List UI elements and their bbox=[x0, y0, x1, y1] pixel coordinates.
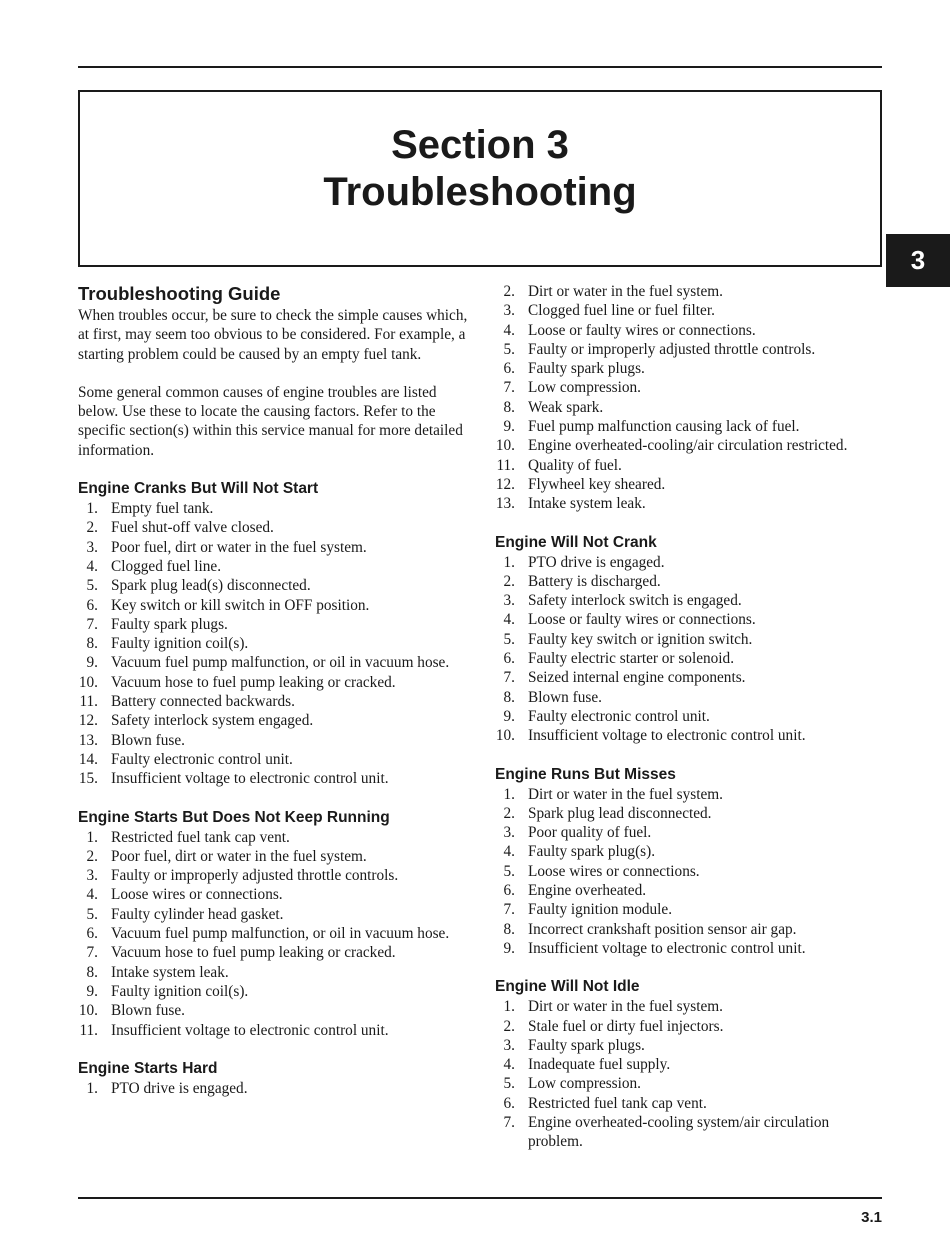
list-item-number: 7. bbox=[503, 669, 515, 687]
list-item-number: 10. bbox=[495, 437, 515, 455]
list-item-number: 3. bbox=[503, 592, 515, 610]
list-item-text: Intake system leak. bbox=[528, 495, 646, 513]
list-item bbox=[495, 1094, 885, 1113]
list-item bbox=[495, 610, 885, 629]
list-item-text: Empty fuel tank. bbox=[111, 500, 214, 518]
list-item-number: 3. bbox=[86, 538, 98, 556]
list-item-number: 5. bbox=[503, 630, 515, 648]
list-item-text: Blown fuse. bbox=[528, 688, 602, 706]
list-item bbox=[495, 1055, 885, 1074]
list-item-text: Faulty spark plugs. bbox=[528, 1036, 645, 1054]
list-item-text: Restricted fuel tank cap vent. bbox=[111, 828, 290, 846]
list-item bbox=[495, 475, 885, 494]
list-item bbox=[495, 340, 885, 359]
list-item-number: 8. bbox=[503, 920, 515, 938]
list-item-text: Faulty ignition coil(s). bbox=[111, 635, 249, 653]
list-item-text: PTO drive is engaged. bbox=[111, 1079, 248, 1097]
section-heading: Engine Runs But Misses bbox=[495, 765, 676, 783]
list-item-number: 1. bbox=[503, 785, 515, 803]
list-item bbox=[495, 939, 885, 958]
list-item-number: 1. bbox=[503, 553, 515, 571]
list-item-number: 12. bbox=[78, 712, 98, 730]
list-item-text: Loose wires or connections. bbox=[111, 886, 283, 904]
list-item bbox=[78, 1001, 473, 1020]
list-item-text: Dirt or water in the fuel system. bbox=[528, 283, 723, 300]
list-item-text: Low compression. bbox=[528, 379, 642, 397]
list-item-text: Faulty ignition coil(s). bbox=[111, 982, 249, 1000]
list-item-number: 9. bbox=[503, 939, 515, 957]
cause-list bbox=[78, 828, 473, 1040]
cause-list bbox=[495, 785, 885, 959]
list-item bbox=[495, 997, 885, 1016]
list-item-text: Faulty or improperly adjusted throttle controls. bbox=[528, 340, 816, 358]
list-item-text: Spark plug lead disconnected. bbox=[528, 804, 712, 822]
list-item-text: Clogged fuel line or fuel filter. bbox=[528, 302, 715, 320]
list-item-text: Battery connected backwards. bbox=[111, 693, 295, 711]
list-item-text: Insufficient voltage to electronic control unit. bbox=[528, 939, 806, 957]
list-item-text: Engine overheated. bbox=[528, 882, 647, 900]
list-item-text: Weak spark. bbox=[528, 398, 604, 416]
section-runs-but-misses bbox=[495, 765, 885, 959]
list-item-text: Loose or faulty wires or connections. bbox=[528, 611, 756, 629]
list-item-text: Low compression. bbox=[528, 1075, 642, 1093]
list-item-text: Flywheel key sheared. bbox=[528, 475, 666, 493]
list-item-number: 5. bbox=[503, 1075, 515, 1093]
list-item-number: 7. bbox=[503, 379, 515, 397]
list-item bbox=[78, 866, 473, 885]
page-number: 3.1 bbox=[861, 1209, 882, 1226]
section-heading: Engine Starts Hard bbox=[78, 1059, 218, 1077]
list-item-text: Quality of fuel. bbox=[528, 456, 622, 474]
list-item-number: 6. bbox=[86, 925, 98, 943]
list-item-text: Safety interlock system engaged. bbox=[111, 712, 314, 730]
list-item-text: Seized internal engine components. bbox=[528, 669, 746, 687]
section-will-not-crank bbox=[495, 533, 885, 746]
list-item-number: 1. bbox=[86, 500, 98, 518]
list-item bbox=[495, 436, 885, 455]
cause-list bbox=[495, 553, 885, 746]
list-item bbox=[495, 494, 885, 513]
list-item-number: 9. bbox=[86, 654, 98, 672]
list-item-text: Incorrect crankshaft position sensor air gap. bbox=[528, 920, 797, 938]
list-item-text: Fuel shut-off valve closed. bbox=[111, 519, 274, 537]
list-item bbox=[495, 823, 885, 842]
list-item-text: Clogged fuel line. bbox=[111, 557, 222, 575]
section-starts-hard-continued bbox=[495, 282, 885, 514]
left-column bbox=[78, 282, 473, 1098]
list-item-number: 3. bbox=[503, 824, 515, 842]
guide-paragraph-1: When troubles occur, be sure to check the simple causes which, at first, may seem too obvious to be considered. For example, a starting problem could be caused by an empty fuel tank. bbox=[78, 307, 468, 363]
guide-paragraph-2: Some general common causes of engine troubles are listed below. Use these to locate the causing factors. Refer to the specific section(s) within this service manual for more detailed information. bbox=[78, 383, 463, 459]
top-rule bbox=[78, 66, 882, 68]
list-item bbox=[78, 596, 473, 615]
list-item-text: Safety interlock switch is engaged. bbox=[528, 592, 742, 610]
list-item bbox=[495, 1017, 885, 1036]
list-item-number: 10. bbox=[78, 1002, 98, 1020]
list-item bbox=[78, 692, 473, 711]
list-item-text: Poor quality of fuel. bbox=[528, 824, 652, 842]
list-item-text: Faulty or improperly adjusted throttle controls. bbox=[111, 867, 399, 885]
list-item-number: 8. bbox=[86, 635, 98, 653]
list-item bbox=[495, 881, 885, 900]
list-item bbox=[78, 963, 473, 982]
list-item-text: Faulty key switch or ignition switch. bbox=[528, 630, 753, 648]
list-item-text: Insufficient voltage to electronic control unit. bbox=[111, 770, 389, 788]
right-column bbox=[495, 282, 885, 1152]
list-item-text: Faulty electric starter or solenoid. bbox=[528, 650, 735, 668]
list-item-number: 7. bbox=[86, 944, 98, 962]
list-item-number: 11. bbox=[496, 456, 515, 474]
list-item bbox=[495, 321, 885, 340]
list-item-number: 4. bbox=[86, 886, 98, 904]
list-item-number: 2. bbox=[503, 1017, 515, 1035]
list-item bbox=[495, 282, 885, 301]
list-item-number: 4. bbox=[86, 557, 98, 575]
list-item bbox=[78, 943, 473, 962]
list-item bbox=[78, 673, 473, 692]
list-item-text: Vacuum fuel pump malfunction, or oil in vacuum hose. bbox=[111, 925, 450, 943]
list-item-number: 14. bbox=[78, 750, 98, 768]
list-item-text: Stale fuel or dirty fuel injectors. bbox=[528, 1017, 724, 1035]
list-item-text: Vacuum hose to fuel pump leaking or cracked. bbox=[111, 944, 396, 962]
list-item-number: 3. bbox=[86, 867, 98, 885]
list-item-number: 2. bbox=[503, 283, 515, 300]
list-item-text: Intake system leak. bbox=[111, 963, 229, 981]
list-item bbox=[78, 518, 473, 537]
list-item bbox=[495, 301, 885, 320]
list-item-text: Engine overheated-cooling system/air circulation problem. bbox=[528, 1113, 830, 1151]
list-item-number: 13. bbox=[495, 495, 515, 513]
list-item-number: 6. bbox=[503, 650, 515, 668]
list-item-text: Engine overheated-cooling/air circulation restricted. bbox=[528, 437, 848, 455]
bottom-rule bbox=[78, 1197, 882, 1199]
list-item-text: Key switch or kill switch in OFF position. bbox=[111, 596, 370, 614]
list-item-number: 4. bbox=[503, 843, 515, 861]
list-item-text: Faulty ignition module. bbox=[528, 901, 673, 919]
list-item bbox=[495, 572, 885, 591]
list-item-number: 1. bbox=[86, 828, 98, 846]
list-item bbox=[495, 785, 885, 804]
list-item-number: 4. bbox=[503, 321, 515, 339]
list-item bbox=[495, 726, 885, 745]
list-item-number: 11. bbox=[79, 693, 98, 711]
list-item-number: 9. bbox=[86, 982, 98, 1000]
list-item-number: 4. bbox=[503, 1056, 515, 1074]
list-item bbox=[78, 711, 473, 730]
list-item-number: 10. bbox=[495, 727, 515, 745]
list-item-text: Insufficient voltage to electronic control unit. bbox=[111, 1021, 389, 1039]
section-heading: Engine Cranks But Will Not Start bbox=[78, 480, 319, 498]
list-item-number: 2. bbox=[86, 519, 98, 537]
section-starts-hard bbox=[78, 1059, 473, 1098]
list-item bbox=[78, 576, 473, 595]
list-item bbox=[495, 920, 885, 939]
guide-heading: Troubleshooting Guide bbox=[78, 283, 281, 304]
list-item-number: 10. bbox=[78, 673, 98, 691]
section-title-box bbox=[78, 90, 882, 267]
section-title: Troubleshooting bbox=[323, 170, 637, 214]
list-item-number: 2. bbox=[503, 804, 515, 822]
list-item bbox=[78, 499, 473, 518]
list-item-number: 2. bbox=[86, 847, 98, 865]
list-item-number: 2. bbox=[503, 572, 515, 590]
list-item bbox=[78, 1079, 473, 1098]
list-item-text: Blown fuse. bbox=[111, 731, 185, 749]
list-item-text: Fuel pump malfunction causing lack of fuel. bbox=[528, 418, 800, 436]
list-item bbox=[495, 630, 885, 649]
section-label: Section 3 bbox=[391, 123, 569, 167]
list-item-text: Restricted fuel tank cap vent. bbox=[528, 1094, 707, 1112]
list-item-number: 13. bbox=[78, 731, 98, 749]
cause-list bbox=[78, 1079, 473, 1098]
list-item-text: Poor fuel, dirt or water in the fuel system. bbox=[111, 538, 367, 556]
list-item-number: 1. bbox=[86, 1079, 98, 1097]
list-item-text: Faulty spark plugs. bbox=[528, 360, 645, 378]
list-item bbox=[78, 750, 473, 769]
list-item-text: PTO drive is engaged. bbox=[528, 553, 665, 571]
list-item bbox=[78, 769, 473, 788]
list-item bbox=[495, 417, 885, 436]
list-item-number: 3. bbox=[503, 302, 515, 320]
list-item bbox=[78, 538, 473, 557]
section-heading: Engine Will Not Crank bbox=[495, 533, 657, 551]
section-starts-no-keep-running bbox=[78, 808, 473, 1040]
list-item-text: Spark plug lead(s) disconnected. bbox=[111, 577, 311, 595]
list-item-text: Loose or faulty wires or connections. bbox=[528, 321, 756, 339]
list-item bbox=[495, 1036, 885, 1055]
list-item-text: Poor fuel, dirt or water in the fuel system. bbox=[111, 847, 367, 865]
list-item-text: Faulty spark plugs. bbox=[111, 615, 228, 633]
list-item bbox=[495, 862, 885, 881]
list-item-number: 7. bbox=[503, 901, 515, 919]
list-item bbox=[78, 634, 473, 653]
list-item bbox=[78, 1021, 473, 1040]
list-item-text: Loose wires or connections. bbox=[528, 862, 700, 880]
list-item bbox=[78, 924, 473, 943]
list-item bbox=[495, 553, 885, 572]
list-item-text: Vacuum fuel pump malfunction, or oil in vacuum hose. bbox=[111, 654, 450, 672]
list-item-text: Faulty cylinder head gasket. bbox=[111, 905, 284, 923]
list-item-number: 5. bbox=[503, 340, 515, 358]
section-cranks-no-start bbox=[78, 479, 473, 788]
list-item bbox=[495, 591, 885, 610]
list-item-number: 8. bbox=[86, 963, 98, 981]
list-item-text: Battery is discharged. bbox=[528, 572, 661, 590]
section-tab: 3 bbox=[886, 234, 950, 287]
list-item bbox=[78, 828, 473, 847]
list-item-number: 8. bbox=[503, 398, 515, 416]
list-item-number: 7. bbox=[86, 615, 98, 633]
list-item-text: Insufficient voltage to electronic control unit. bbox=[528, 727, 806, 745]
cause-list bbox=[78, 499, 473, 788]
section-will-not-idle bbox=[495, 977, 885, 1151]
cause-list bbox=[495, 282, 885, 514]
list-item bbox=[495, 398, 885, 417]
list-item-number: 1. bbox=[503, 998, 515, 1016]
list-item bbox=[495, 378, 885, 397]
list-item bbox=[78, 982, 473, 1001]
list-item-number: 6. bbox=[503, 1094, 515, 1112]
list-item-number: 8. bbox=[503, 688, 515, 706]
list-item-number: 9. bbox=[503, 707, 515, 725]
list-item-text: Blown fuse. bbox=[111, 1002, 185, 1020]
cause-list bbox=[495, 997, 885, 1151]
list-item-number: 3. bbox=[503, 1036, 515, 1054]
list-item-text: Faulty spark plug(s). bbox=[528, 843, 656, 861]
list-item-text: Inadequate fuel supply. bbox=[528, 1056, 671, 1074]
list-item-text: Faulty electronic control unit. bbox=[111, 750, 293, 768]
list-item-text: Faulty electronic control unit. bbox=[528, 707, 710, 725]
list-item bbox=[495, 649, 885, 668]
list-item-number: 11. bbox=[79, 1021, 98, 1039]
list-item bbox=[495, 1074, 885, 1093]
list-item bbox=[495, 1113, 885, 1152]
list-item-number: 5. bbox=[503, 862, 515, 880]
list-item-number: 12. bbox=[495, 475, 515, 493]
list-item-number: 6. bbox=[503, 360, 515, 378]
list-item-number: 9. bbox=[503, 418, 515, 436]
list-item-text: Dirt or water in the fuel system. bbox=[528, 785, 723, 803]
list-item-number: 5. bbox=[86, 577, 98, 595]
list-item-number: 5. bbox=[86, 905, 98, 923]
list-item-text: Vacuum hose to fuel pump leaking or cracked. bbox=[111, 673, 396, 691]
list-item bbox=[78, 847, 473, 866]
list-item-number: 6. bbox=[86, 596, 98, 614]
list-item-number: 6. bbox=[503, 882, 515, 900]
list-item-text: Dirt or water in the fuel system. bbox=[528, 998, 723, 1016]
list-item bbox=[78, 653, 473, 672]
list-item bbox=[495, 842, 885, 861]
section-heading: Engine Will Not Idle bbox=[495, 978, 640, 996]
list-item bbox=[495, 668, 885, 687]
list-item bbox=[495, 359, 885, 378]
list-item bbox=[78, 731, 473, 750]
list-item bbox=[495, 900, 885, 919]
list-item-number: 4. bbox=[503, 611, 515, 629]
list-item bbox=[78, 615, 473, 634]
list-item bbox=[78, 885, 473, 904]
list-item bbox=[495, 688, 885, 707]
section-heading: Engine Starts But Does Not Keep Running bbox=[78, 808, 390, 826]
list-item-number: 15. bbox=[78, 770, 98, 788]
list-item bbox=[78, 557, 473, 576]
list-item bbox=[495, 456, 885, 475]
list-item-number: 7. bbox=[503, 1113, 515, 1131]
list-item bbox=[78, 905, 473, 924]
list-item bbox=[495, 804, 885, 823]
list-item bbox=[495, 707, 885, 726]
